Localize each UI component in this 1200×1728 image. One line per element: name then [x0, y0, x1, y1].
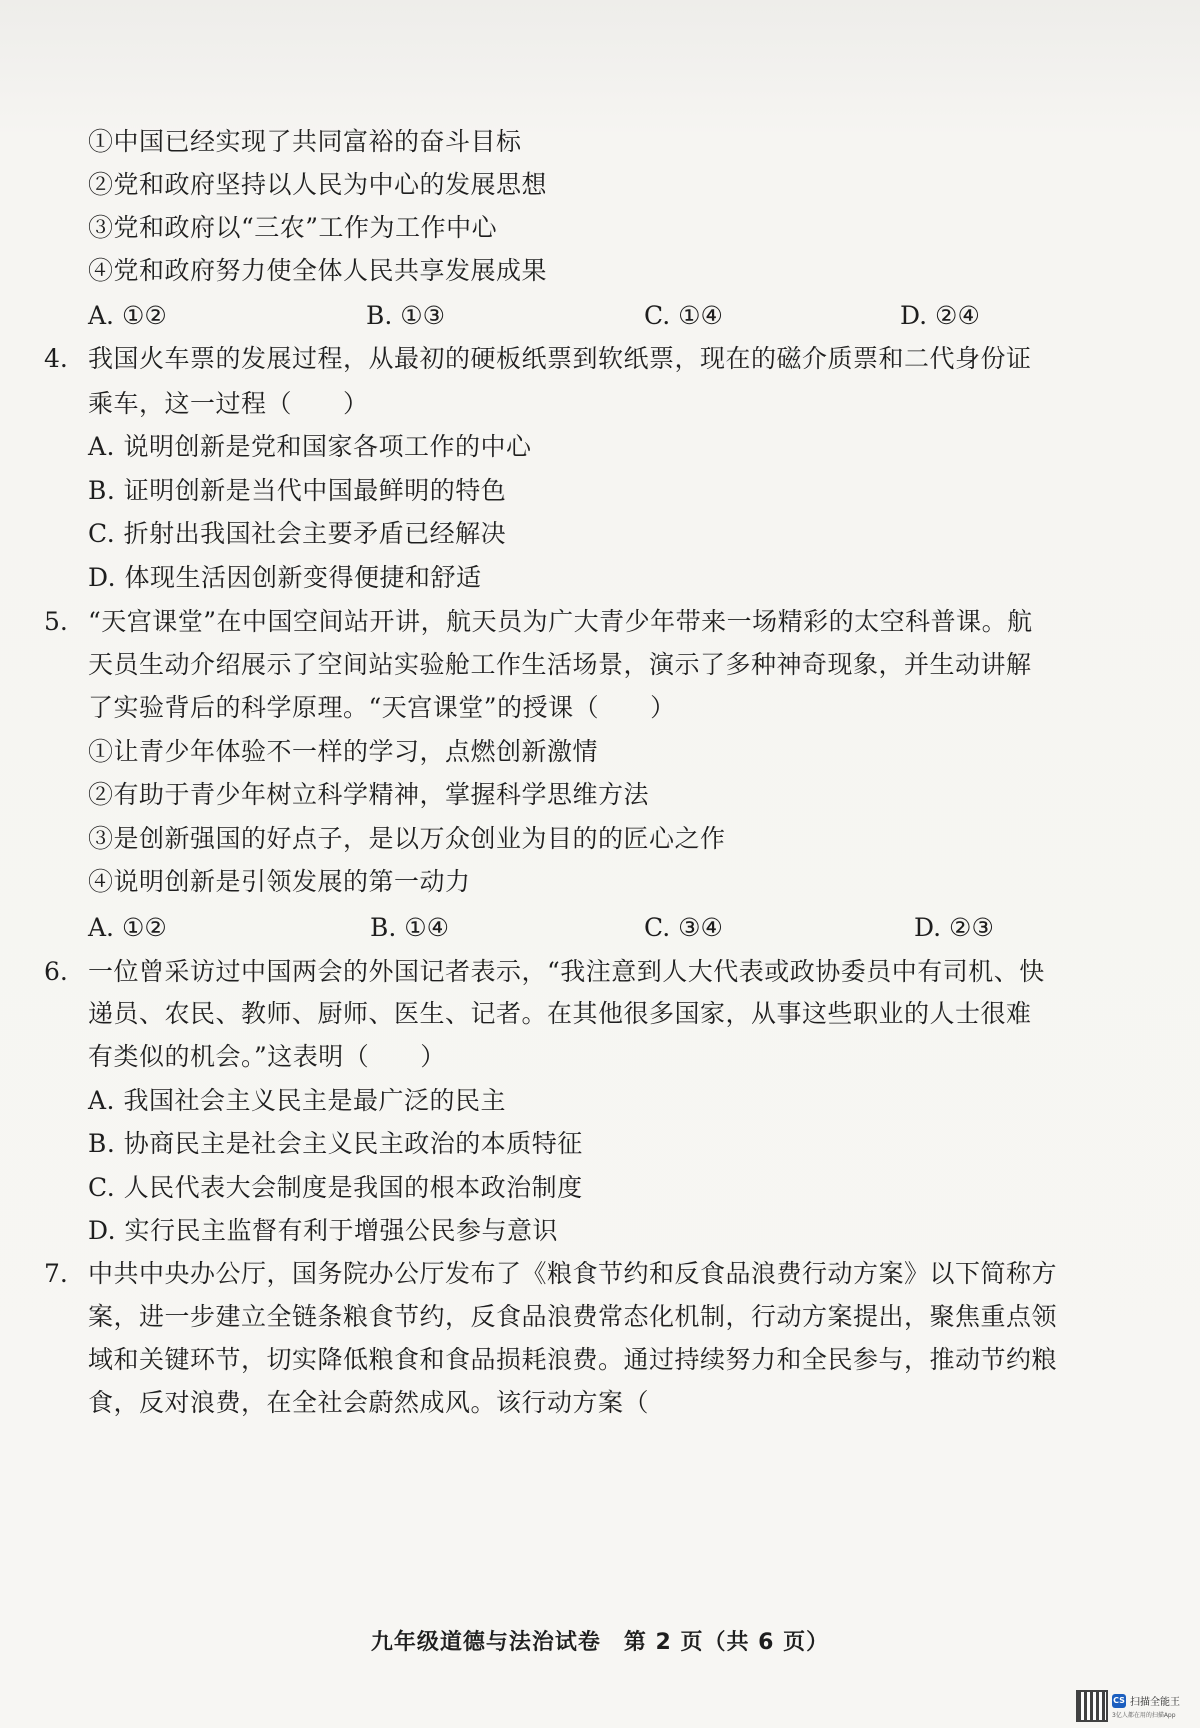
q7-stem-line-3: 域和关键环节，切实降低粮食和食品损耗浪费。通过持续努力和全民参与，推动节约粮 — [88, 1345, 1058, 1374]
q6-stem-line-3: 有类似的机会。”这表明（ ） — [88, 1042, 446, 1071]
q3-statement-4: ④党和政府努力使全体人民共享发展成果 — [88, 256, 548, 285]
q5-option-d: D. ②③ — [914, 913, 994, 942]
q6-option-a: A. 我国社会主义民主是最广泛的民主 — [88, 1086, 506, 1115]
q3-options — [0, 299, 1200, 333]
q4-number: 4. — [44, 344, 68, 373]
q3-statement-2: ②党和政府坚持以人民为中心的发展思想 — [88, 170, 548, 199]
q7-number: 7. — [44, 1259, 68, 1288]
q6-stem-line-1: 一位曾采访过中国两会的外国记者表示，“我注意到人大代表或政协委员中有司机、快 — [88, 957, 1045, 986]
q5-statement-2: ②有助于青少年树立科学精神，掌握科学思维方法 — [88, 780, 650, 809]
q5-option-b: B. ①④ — [370, 913, 450, 942]
q4-option-a: A. 说明创新是党和国家各项工作的中心 — [88, 432, 532, 461]
q7-stem-line-1: 中共中央办公厅，国务院办公厅发布了《粮食节约和反食品浪费行动方案》以下简称方 — [88, 1259, 1058, 1288]
q4-option-b: B. 证明创新是当代中国最鲜明的特色 — [88, 476, 507, 505]
scanner-watermark — [1078, 1692, 1194, 1722]
q5-stem-line-3: 了实验背后的科学原理。“天宫课堂”的授课（ ） — [88, 693, 676, 722]
q5-statement-3: ③是创新强国的好点子，是以万众创业为目的的匠心之作 — [88, 824, 726, 853]
q4-stem-line-1: 我国火车票的发展过程，从最初的硬板纸票到软纸票，现在的磁介质票和二代身份证 — [88, 344, 1032, 373]
q3-option-c: C. ①④ — [644, 301, 723, 330]
q7-stem-line-2: 案，进一步建立全链条粮食节约，反食品浪费常态化机制，行动方案提出，聚焦重点领 — [88, 1302, 1058, 1331]
q6-option-c: C. 人民代表大会制度是我国的根本政治制度 — [88, 1173, 583, 1202]
watermark-app-name: 扫描全能王 — [1130, 1697, 1180, 1708]
q4-option-c: C. 折射出我国社会主要矛盾已经解决 — [88, 519, 507, 548]
q5-statement-1: ①让青少年体验不一样的学习，点燃创新激情 — [88, 737, 599, 766]
camscanner-logo-icon: CS — [1112, 1694, 1126, 1708]
q7-stem-line-4: 食，反对浪费，在全社会蔚然成风。该行动方案（ — [88, 1388, 650, 1417]
page-footer: 九年级道德与法治试卷 第 2 页（共 6 页） — [370, 1630, 830, 1655]
watermark-tagline: 3亿人都在用的扫描App — [1112, 1712, 1176, 1719]
q5-options — [0, 911, 1200, 945]
q6-option-d: D. 实行民主监督有利于增强公民参与意识 — [88, 1216, 559, 1245]
q5-option-c: C. ③④ — [644, 913, 723, 942]
q5-number: 5. — [44, 607, 68, 636]
q6-stem-line-2: 递员、农民、教师、厨师、医生、记者。在其他很多国家，从事这些职业的人士很难 — [88, 999, 1032, 1028]
qr-code-icon — [1078, 1692, 1106, 1720]
q4-option-d: D. 体现生活因创新变得便捷和舒适 — [88, 563, 482, 592]
q3-option-a: A. ①② — [88, 301, 167, 330]
q5-statement-4: ④说明创新是引领发展的第一动力 — [88, 867, 471, 896]
q3-statement-1: ①中国已经实现了共同富裕的奋斗目标 — [88, 127, 522, 156]
q5-stem-line-1: “天宫课堂”在中国空间站开讲，航天员为广大青少年带来一场精彩的太空科普课。航 — [88, 607, 1033, 636]
q3-option-b: B. ①③ — [366, 301, 446, 330]
q3-statement-3: ③党和政府以“三农”工作为工作中心 — [88, 213, 498, 242]
q3-option-d: D. ②④ — [900, 301, 980, 330]
q5-stem-line-2: 天员生动介绍展示了空间站实验舱工作生活场景，演示了多种神奇现象，并生动讲解 — [88, 650, 1032, 679]
q6-number: 6. — [44, 957, 68, 986]
q4-stem-line-2: 乘车，这一过程（ ） — [88, 389, 369, 418]
q5-option-a: A. ①② — [88, 913, 167, 942]
q6-option-b: B. 协商民主是社会主义民主政治的本质特征 — [88, 1129, 583, 1158]
